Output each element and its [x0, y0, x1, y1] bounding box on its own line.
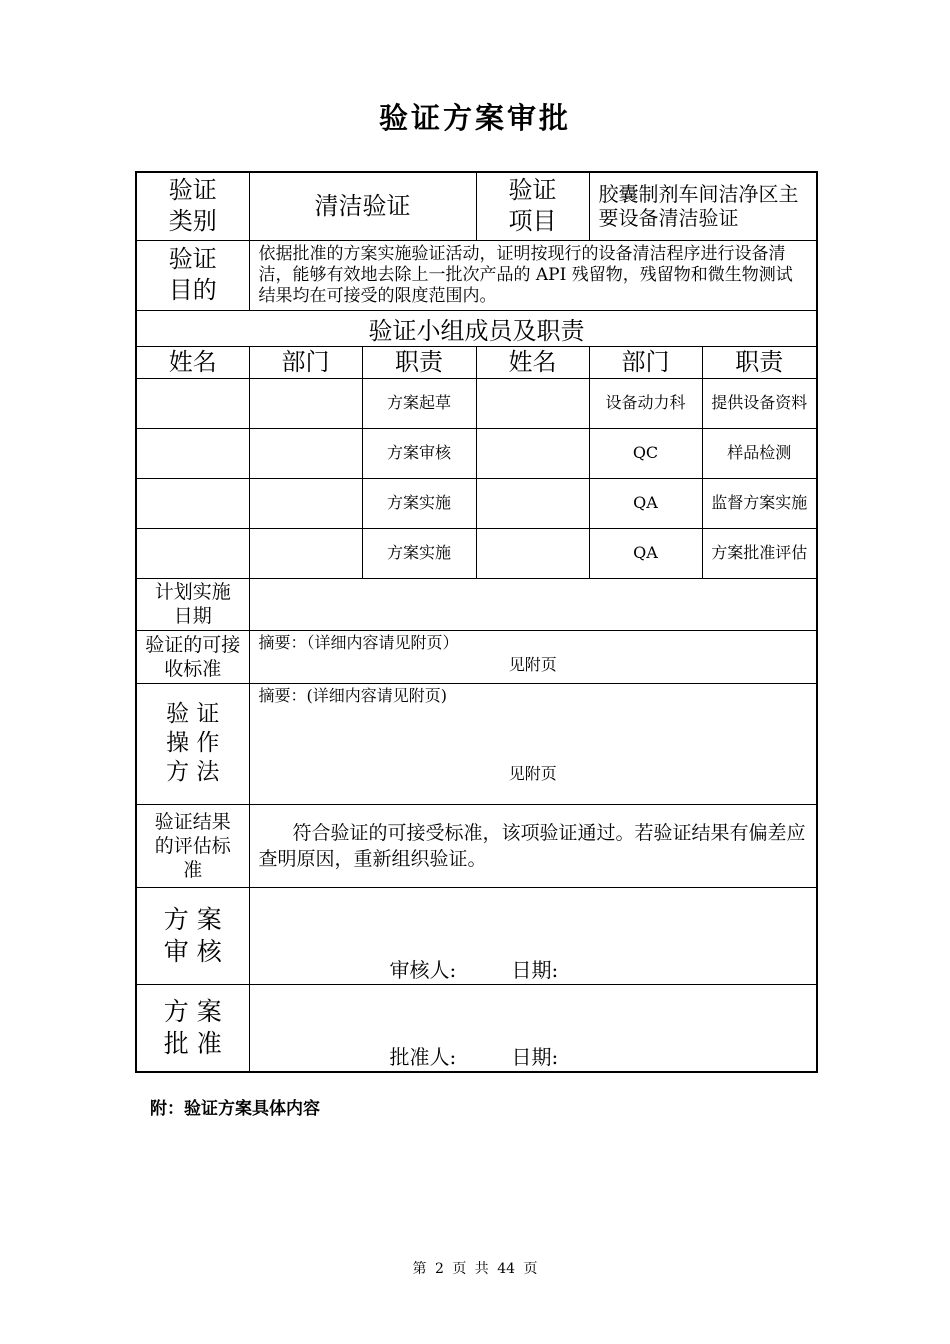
- row-approve: [136, 984, 817, 1072]
- method-cell: [250, 684, 817, 804]
- purpose-label: 验证 目的: [136, 240, 249, 310]
- criteria-see-attachment: 见附页: [508, 654, 557, 674]
- member-name: [136, 428, 249, 478]
- row-purpose: [136, 240, 817, 310]
- plan-date-label: 计划实施日期: [136, 578, 249, 630]
- row-criteria: [136, 630, 817, 683]
- member-name: [476, 528, 589, 578]
- attachment-note: 附：验证方案具体内容: [150, 1099, 320, 1119]
- header-duty-2: 职责: [702, 346, 817, 378]
- member-duty: 样品检测: [702, 428, 817, 478]
- member-duty: 方案起草: [362, 378, 476, 428]
- member-dept: [249, 478, 362, 528]
- member-dept: QC: [589, 428, 702, 478]
- member-dept: QA: [589, 478, 702, 528]
- approve-date-label: 日期:: [511, 1044, 559, 1069]
- header-dept-1: 部门: [249, 346, 362, 378]
- table-row: [136, 428, 817, 478]
- table-row: [136, 478, 817, 528]
- row-method: [136, 683, 817, 804]
- approve-label: 方 案 批 准: [136, 984, 249, 1072]
- member-duty: 方案审核: [362, 428, 476, 478]
- member-name: [136, 378, 249, 428]
- member-duty: 方案批准评估: [702, 528, 817, 578]
- table-row: [136, 378, 817, 428]
- project-label: 验证 项目: [476, 172, 589, 240]
- team-title: 验证小组成员及职责: [136, 310, 817, 346]
- review-date-label: 日期:: [511, 957, 559, 982]
- page-title: 验证方案审批: [378, 101, 571, 135]
- header-name-2: 姓名: [476, 346, 589, 378]
- member-name: [476, 478, 589, 528]
- member-dept: 设备动力科: [589, 378, 702, 428]
- page-current: 2: [434, 1261, 444, 1277]
- method-summary: 摘要：(详细内容请见附页): [258, 685, 447, 705]
- member-dept: [249, 378, 362, 428]
- row-evaluation: [136, 804, 817, 887]
- method-label: 验 证 操 作 方 法: [136, 683, 249, 804]
- row-team-headers: [136, 346, 817, 378]
- criteria-cell: [250, 631, 817, 683]
- reviewer-label: 审核人:: [389, 957, 457, 982]
- header-dept-2: 部门: [589, 346, 702, 378]
- member-duty: 监督方案实施: [702, 478, 817, 528]
- header-duty-1: 职责: [362, 346, 476, 378]
- approval-form-table: [135, 171, 818, 1073]
- header-name-1: 姓名: [136, 346, 249, 378]
- row-team-title: [136, 310, 817, 346]
- page-number: [0, 1258, 950, 1278]
- member-duty: 方案实施: [362, 478, 476, 528]
- evaluation-label: 验证结果的评估标准: [136, 804, 249, 887]
- review-label: 方 案 审 核: [136, 887, 249, 984]
- member-dept: QA: [589, 528, 702, 578]
- purpose-text: 依据批准的方案实施验证活动，证明按现行的设备清洁程序进行设备清洁，能够有效地去除上一批次产品的 API 残留物，残留物和微生物测试结果均在可接受的限度范围内。: [249, 240, 817, 310]
- type-value: 清洁验证: [249, 172, 476, 240]
- page-prefix: 第: [412, 1261, 427, 1277]
- row-type-project: [136, 172, 817, 240]
- approver-label: 批准人:: [389, 1044, 457, 1069]
- type-label: 验证 类别: [136, 172, 249, 240]
- member-duty: 方案实施: [362, 528, 476, 578]
- member-name: [476, 378, 589, 428]
- page-mid: 页 共: [452, 1261, 489, 1277]
- row-review: [136, 887, 817, 984]
- project-value: 胶囊制剂车间洁净区主要设备清洁验证: [589, 172, 817, 240]
- approve-cell: [250, 985, 817, 1071]
- criteria-label: 验证的可接收标准: [136, 630, 249, 683]
- row-plan-date: [136, 578, 817, 630]
- member-name: [136, 528, 249, 578]
- member-dept: [249, 528, 362, 578]
- plan-date-value: [249, 578, 817, 630]
- table-row: [136, 528, 817, 578]
- member-name: [136, 478, 249, 528]
- member-dept: [249, 428, 362, 478]
- criteria-summary: 摘要：（详细内容请见附页）: [258, 632, 459, 652]
- review-cell: [250, 888, 817, 984]
- evaluation-text: 符合验证的可接受标准，该项验证通过。若验证结果有偏差应查明原因，重新组织验证。: [249, 804, 817, 887]
- member-duty: 提供设备资料: [702, 378, 817, 428]
- member-name: [476, 428, 589, 478]
- page-total: 44: [497, 1261, 516, 1277]
- page-suffix: 页: [523, 1261, 538, 1277]
- method-see-attachment: 见附页: [508, 763, 557, 783]
